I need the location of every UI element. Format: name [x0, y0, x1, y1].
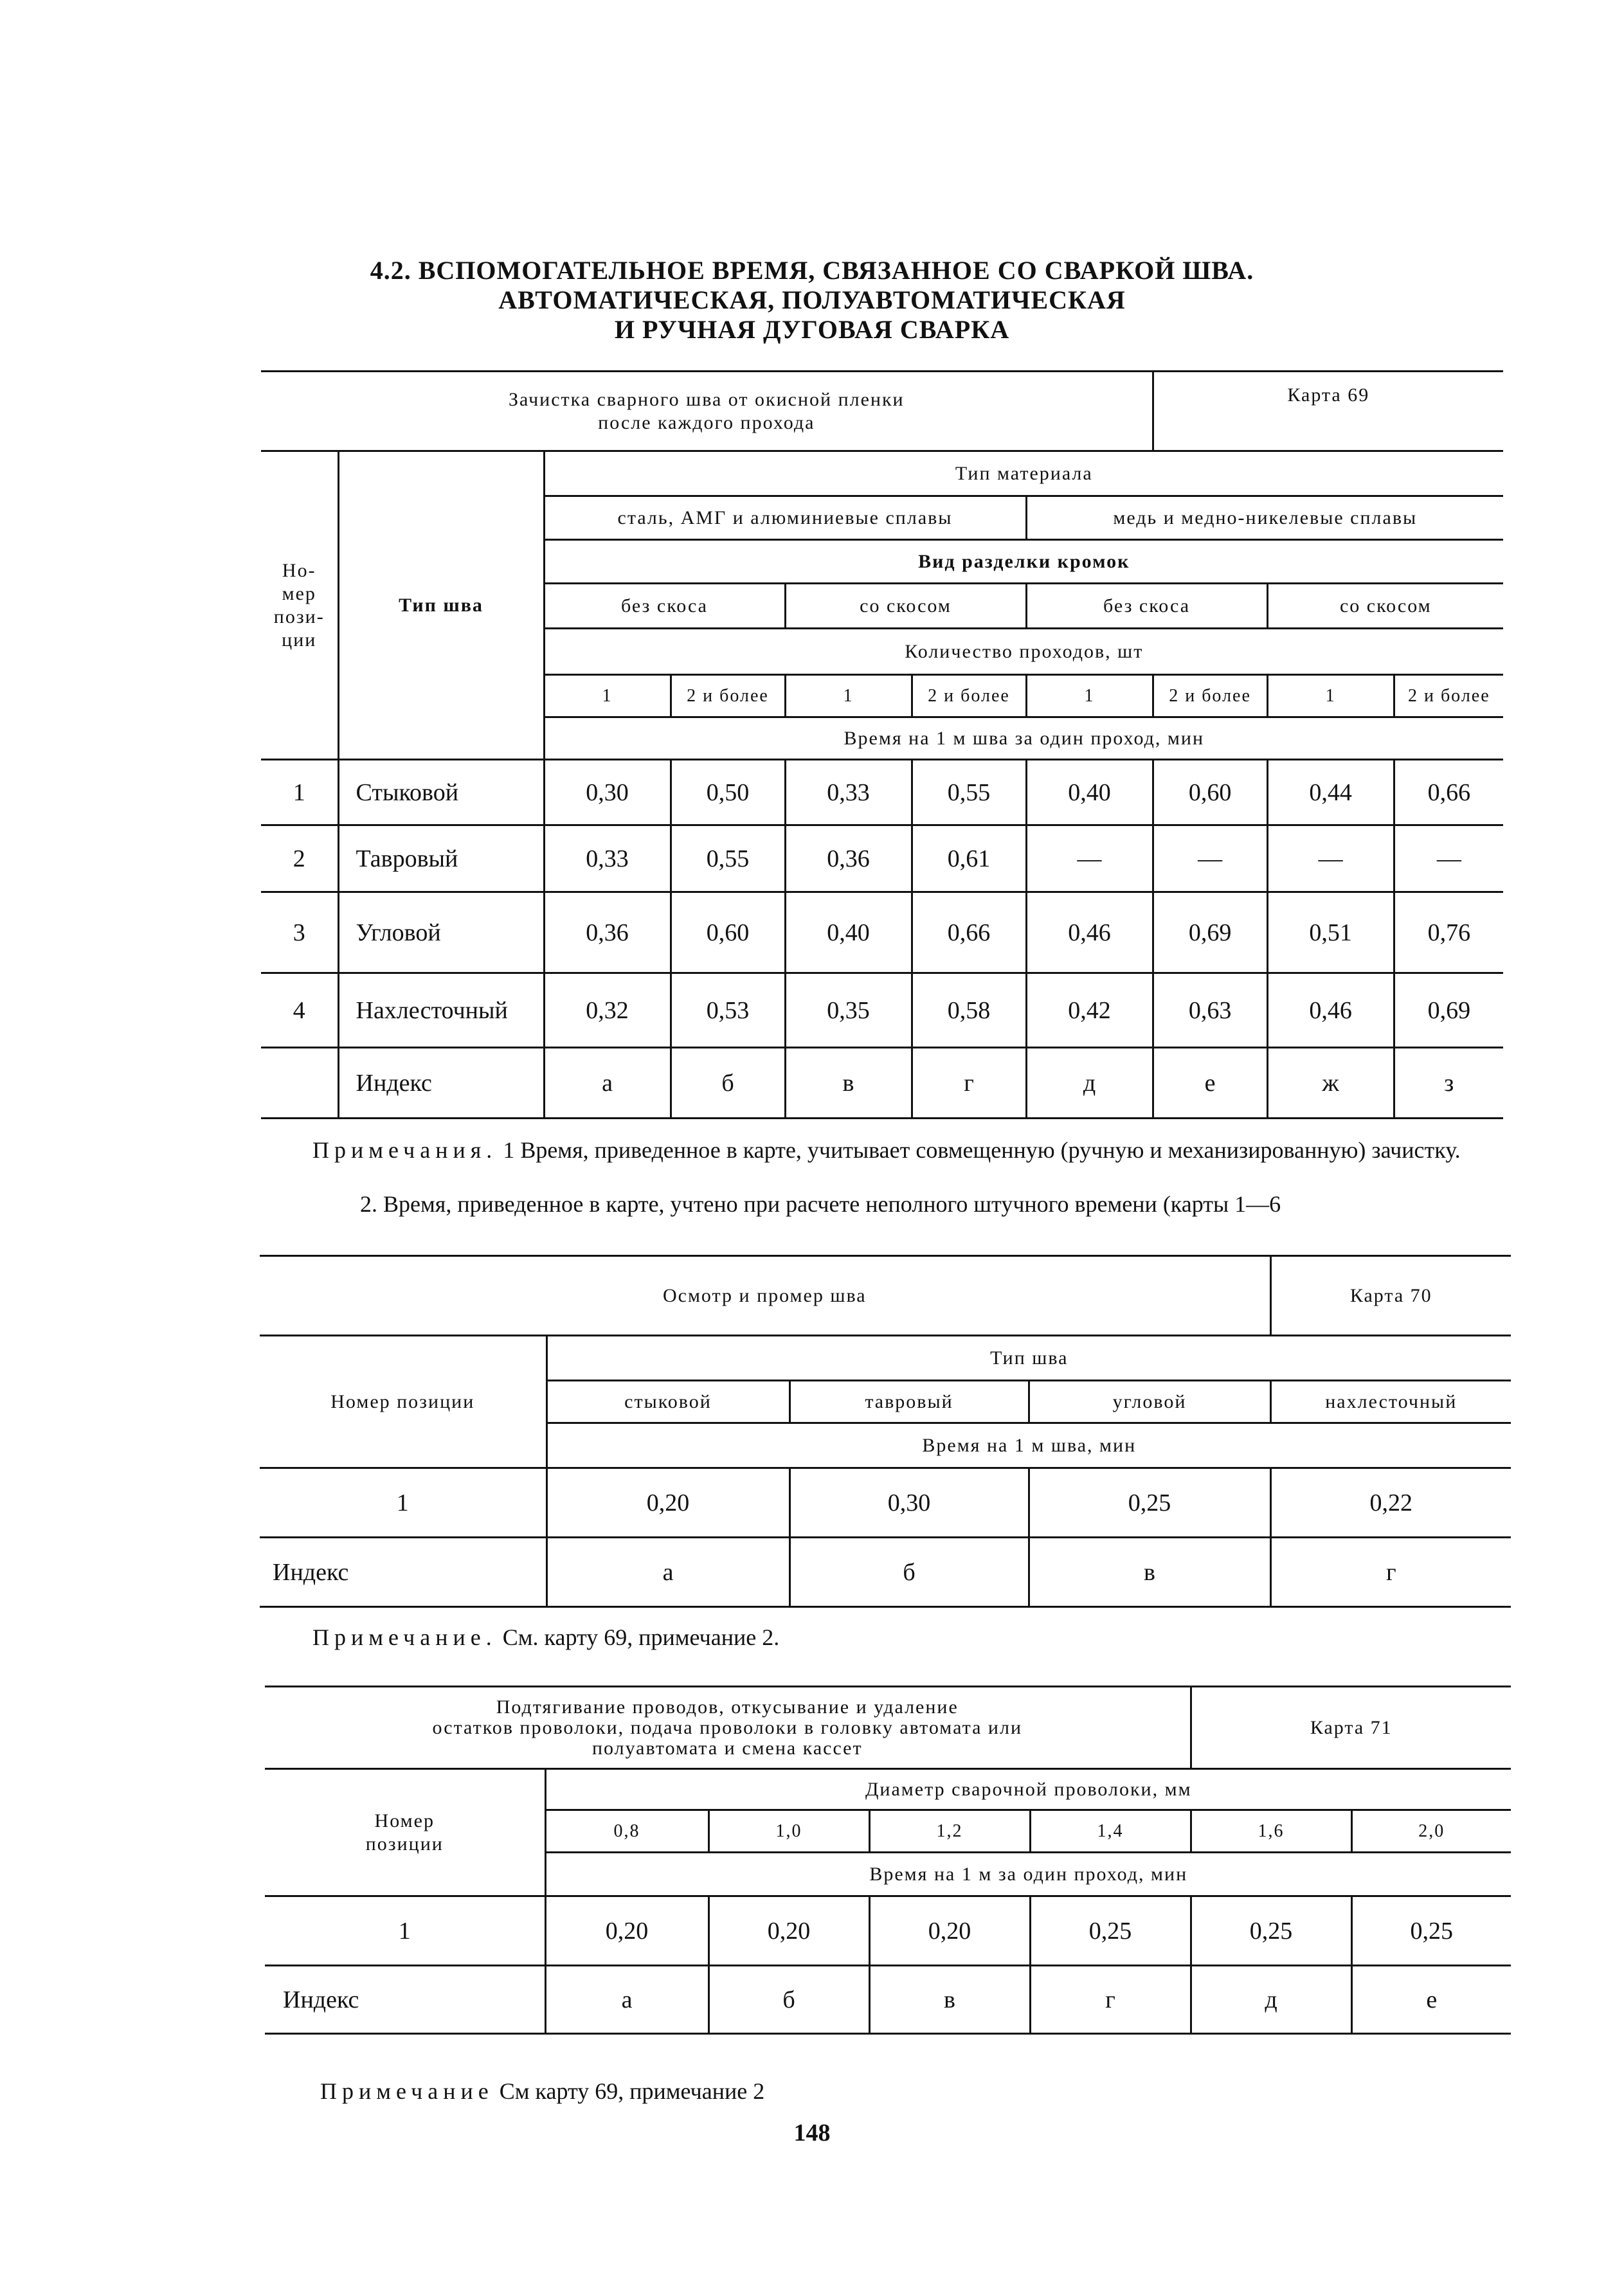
card69-row2-v7: —	[1267, 825, 1394, 892]
card69-pass-4: 2 и более	[912, 675, 1026, 717]
card69-row2-v8: —	[1394, 825, 1503, 892]
card69-row1-v1: 0,30	[544, 760, 671, 825]
section-title-line3: И РУЧНАЯ ДУГОВАЯ СВАРКА	[614, 315, 1010, 344]
card69-row1-v4: 0,55	[912, 760, 1026, 825]
card69-pass-5: 1	[1026, 675, 1153, 717]
card71-title	[265, 1687, 1191, 1769]
card69-row3-seam: Угловой	[338, 892, 544, 973]
card71-row1-v3: 0,20	[869, 1896, 1030, 1966]
card70-row1-v3: 0,25	[1029, 1468, 1270, 1538]
card69-title	[261, 372, 1153, 451]
card71-index-5: д	[1191, 1966, 1351, 2034]
card69-row3-v8: 0,76	[1394, 892, 1503, 973]
card70-seam-1: стыковой	[546, 1381, 789, 1423]
card69-row1-v2: 0,50	[671, 760, 785, 825]
card69-material-header: Тип материала	[544, 451, 1503, 496]
table-row	[260, 1468, 1511, 1538]
card71-row1-v5: 0,25	[1191, 1896, 1351, 1966]
card69-index-3: в	[785, 1048, 912, 1119]
card69-row3-v2: 0,60	[671, 892, 785, 973]
card69-note-label: Примечания.	[312, 1137, 498, 1163]
card71-index-4: г	[1030, 1966, 1191, 2034]
table-row	[261, 825, 1503, 892]
card69-col-seam: Тип шва	[338, 451, 544, 760]
card69-row1-v7: 0,44	[1267, 760, 1394, 825]
card70-note-label: Примечание.	[312, 1624, 497, 1650]
card70-index-2: б	[789, 1538, 1029, 1607]
card71-card-label: Карта 71	[1191, 1687, 1511, 1769]
card70-seam-header: Тип шва	[546, 1336, 1511, 1381]
card70-row1-pos: 1	[260, 1468, 546, 1538]
card70-row1-v2: 0,30	[789, 1468, 1029, 1538]
card71-row1-pos: 1	[265, 1896, 545, 1966]
card69-row4-pos: 4	[261, 973, 338, 1048]
card69-note2: 2. Время, приведенное в карте, учтено при расчете неполного штучного времени (карты 1—6	[360, 1191, 1281, 1217]
card71-title-line1: Подтягивание проводов, откусывание и удаление	[496, 1696, 959, 1718]
table-row	[261, 1048, 1503, 1119]
card69-index-6: е	[1153, 1048, 1267, 1119]
card69-pass-3: 1	[785, 675, 912, 717]
card69-row3-v3: 0,40	[785, 892, 912, 973]
card69-pass-1: 1	[544, 675, 671, 717]
table-row	[261, 973, 1503, 1048]
card71-row1-v1: 0,20	[545, 1896, 708, 1966]
card69-edge-2: со скосом	[785, 584, 1026, 629]
card69-notes	[312, 1137, 1502, 1164]
card69-row1-pos: 1	[261, 760, 338, 825]
card71-diam-4: 1,4	[1030, 1810, 1191, 1853]
card70-table	[260, 1255, 1511, 1608]
card69-row4-v4: 0,58	[912, 973, 1026, 1048]
card69-pass-7: 1	[1267, 675, 1394, 717]
card71-diam-3: 1,2	[869, 1810, 1030, 1853]
card71-index-2: б	[708, 1966, 869, 2034]
card69-row1-v5: 0,40	[1026, 760, 1153, 825]
card70-index-label: Индекс	[260, 1538, 546, 1607]
card69-row3-v7: 0,51	[1267, 892, 1394, 973]
card69-row3-pos: 3	[261, 892, 338, 973]
card71-diam-2: 1,0	[708, 1810, 869, 1853]
card71-index-label: Индекс	[265, 1966, 545, 2034]
card70-col-pos: Номер позиции	[260, 1336, 546, 1468]
card71-note-label: Примечание	[320, 2078, 494, 2104]
card69-row4-v3: 0,35	[785, 973, 912, 1048]
card69-row2-pos: 2	[261, 825, 338, 892]
card69-index-pos	[261, 1048, 338, 1119]
card69-index-2: б	[671, 1048, 785, 1119]
card69-pass-6: 2 и более	[1153, 675, 1267, 717]
card69-index-7: ж	[1267, 1048, 1394, 1119]
card71-index-6: е	[1351, 1966, 1511, 2034]
table-row	[265, 1966, 1511, 2034]
card69-title-line2: после каждого прохода	[598, 411, 815, 433]
card69-material-steel: сталь, АМГ и алюминиевые сплавы	[544, 496, 1026, 540]
card69-row4-v5: 0,42	[1026, 973, 1153, 1048]
card69-material-copper: медь и медно-никелевые сплавы	[1026, 496, 1503, 540]
table-row	[260, 1538, 1511, 1607]
card70-row1-v4: 0,22	[1270, 1468, 1511, 1538]
card70-note	[312, 1624, 779, 1651]
card71-note	[320, 2078, 764, 2105]
card70-index-1: а	[546, 1538, 789, 1607]
card71-row1-v6: 0,25	[1351, 1896, 1511, 1966]
card69-passes-header: Количество проходов, шт	[544, 629, 1503, 675]
table-row	[261, 892, 1503, 973]
card69-index-5: д	[1026, 1048, 1153, 1119]
card69-index-4: г	[912, 1048, 1026, 1119]
card71-title-line3: полуавтомата и смена кассет	[591, 1737, 863, 1759]
card69-row4-v8: 0,69	[1394, 973, 1503, 1048]
card71-index-3: в	[869, 1966, 1030, 2034]
card69-col-pos: Но- мер пози- ции	[261, 451, 338, 760]
section-title-line2: АВТОМАТИЧЕСКАЯ, ПОЛУАВТОМАТИЧЕСКАЯ	[498, 285, 1126, 314]
card69-row2-v2: 0,55	[671, 825, 785, 892]
card70-index-4: г	[1270, 1538, 1511, 1607]
card71-diam-6: 2,0	[1351, 1810, 1511, 1853]
card70-index-3: в	[1029, 1538, 1270, 1607]
card69-row1-seam: Стыковой	[338, 760, 544, 825]
card71-col-pos: Номер позиции	[265, 1769, 545, 1896]
card71-table	[265, 1686, 1511, 2035]
card69-edge-3: без скоса	[1026, 584, 1267, 629]
card69-row4-v2: 0,53	[671, 973, 785, 1048]
card71-diam-5: 1,6	[1191, 1810, 1351, 1853]
card69-edge-header: Вид разделки кромок	[544, 540, 1503, 584]
card71-index-1: а	[545, 1966, 708, 2034]
card69-row4-v1: 0,32	[544, 973, 671, 1048]
card69-index-8: з	[1394, 1048, 1503, 1119]
card69-row4-v7: 0,46	[1267, 973, 1394, 1048]
card69-row2-v3: 0,36	[785, 825, 912, 892]
card69-row3-v4: 0,66	[912, 892, 1026, 973]
card69-row4-seam: Нахлесточный	[338, 973, 544, 1048]
card69-row2-v4: 0,61	[912, 825, 1026, 892]
card71-diam-1: 0,8	[545, 1810, 708, 1853]
card70-seam-4: нахлесточный	[1270, 1381, 1511, 1423]
card69-pass-2: 2 и более	[671, 675, 785, 717]
table-row	[261, 760, 1503, 825]
card71-row1-v4: 0,25	[1030, 1896, 1191, 1966]
card70-title: Осмотр и промер шва	[260, 1256, 1270, 1336]
card69-note2-block	[360, 1191, 1517, 1218]
card69-row3-v5: 0,46	[1026, 892, 1153, 973]
card70-card-label: Карта 70	[1270, 1256, 1511, 1336]
card69-table	[261, 370, 1503, 1119]
card69-edge-1: без скоса	[544, 584, 785, 629]
card69-index-1: а	[544, 1048, 671, 1119]
card69-row4-v6: 0,63	[1153, 973, 1267, 1048]
card71-row1-v2: 0,20	[708, 1896, 869, 1966]
card69-title-line1: Зачистка сварного шва от окисной пленки	[508, 388, 905, 410]
card69-card-label: Карта 69	[1153, 372, 1503, 451]
section-title	[0, 256, 1624, 345]
card70-row1-v1: 0,20	[546, 1468, 789, 1538]
card70-seam-2: тавровый	[789, 1381, 1029, 1423]
card70-seam-3: угловой	[1029, 1381, 1270, 1423]
page-number: 148	[793, 2119, 831, 2146]
card69-row2-seam: Тавровый	[338, 825, 544, 892]
card71-title-line2: остатков проволоки, подача проволоки в головку автомата или	[432, 1716, 1022, 1738]
card69-row3-v1: 0,36	[544, 892, 671, 973]
card69-row2-v1: 0,33	[544, 825, 671, 892]
card69-row2-v5: —	[1026, 825, 1153, 892]
card69-pass-8: 2 и более	[1394, 675, 1503, 717]
card69-time-header: Время на 1 м шва за один проход, мин	[544, 717, 1503, 760]
card71-diam-header: Диаметр сварочной проволоки, мм	[545, 1769, 1511, 1810]
card71-note-text: См карту 69, примечание 2	[499, 2078, 765, 2104]
card70-time-header: Время на 1 м шва, мин	[546, 1423, 1511, 1468]
card69-row1-v8: 0,66	[1394, 760, 1503, 825]
card69-note1: 1 Время, приведенное в карте, учитывает совмещенную (ручную и механизированную) зачистку.	[503, 1137, 1461, 1163]
card71-time-header: Время на 1 м за один проход, мин	[545, 1853, 1511, 1896]
card70-note-text: См. карту 69, примечание 2.	[502, 1624, 780, 1650]
card69-index-label: Индекс	[338, 1048, 544, 1119]
section-title-line1: 4.2. ВСПОМОГАТЕЛЬНОЕ ВРЕМЯ, СВЯЗАННОЕ СО СВАРКОЙ ШВА.	[370, 256, 1254, 285]
card69-row1-v6: 0,60	[1153, 760, 1267, 825]
table-row	[265, 1896, 1511, 1966]
card69-row3-v6: 0,69	[1153, 892, 1267, 973]
card69-edge-4: со скосом	[1267, 584, 1503, 629]
card69-row2-v6: —	[1153, 825, 1267, 892]
card69-row1-v3: 0,33	[785, 760, 912, 825]
